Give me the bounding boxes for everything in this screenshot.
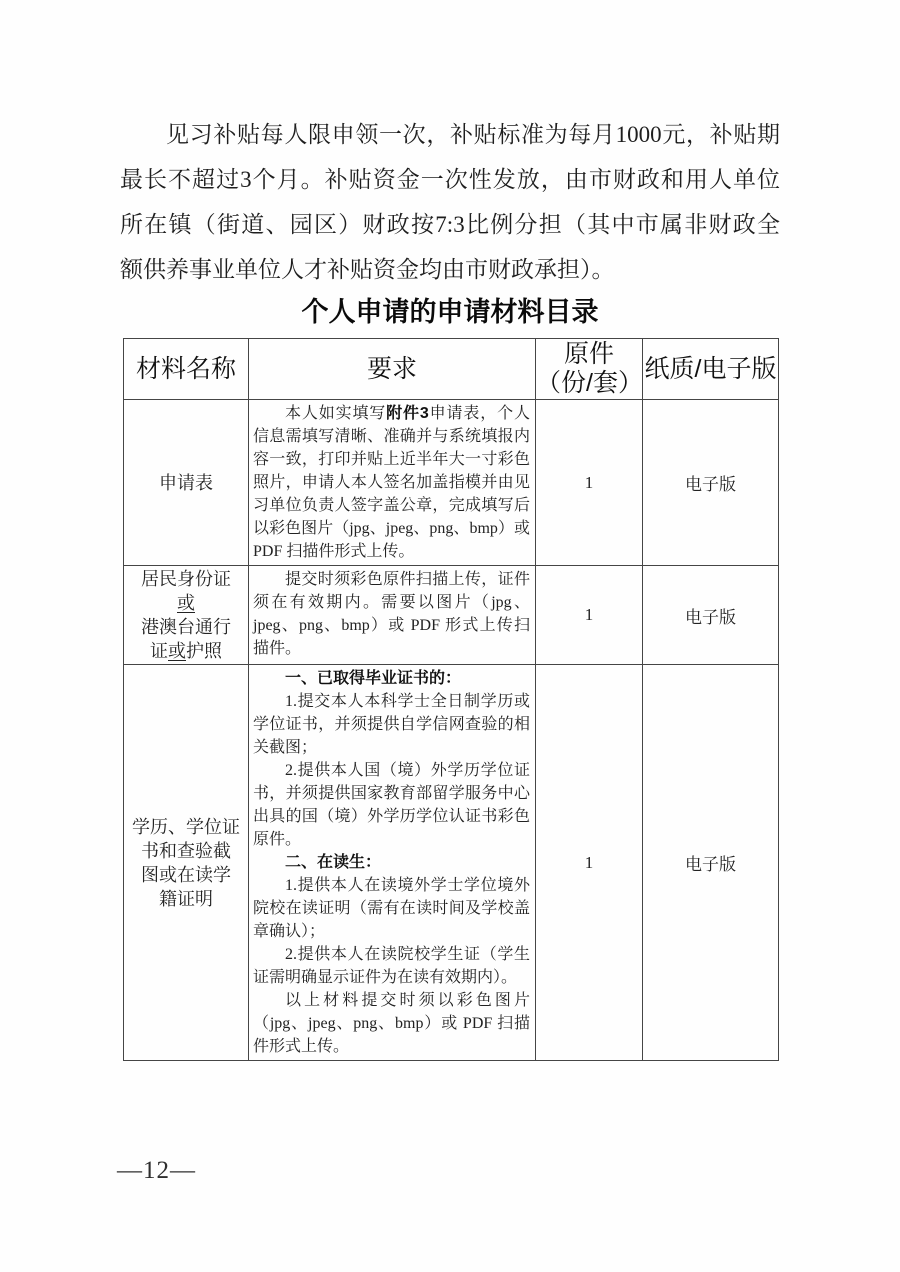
paragraph-line: 所在镇（街道、园区）财政按7:3比例分担（其中市属非财政全 [120,212,780,237]
format-cell: 电子版 [643,566,779,665]
paragraph-line: 见习补贴每人限申领一次，补贴标准为每月1000元，补贴期 [166,122,780,147]
requirement-text: 本人如实填写 [285,405,387,422]
material-name-text: 或 [168,641,186,661]
requirement-text: 申请表，个人信息需填写清晰、准确并与系统填报内容一致，打印并贴上近半年大一寸彩色照片，申请人本人签名加盖指模并由见习单位负责人签字盖公章，完成填写后以彩色图片（jpg、jpeg、png、bmp）或 PDF 扫描件形式上传。 [253,405,530,560]
material-name-text: 学历、学位证 [132,816,240,837]
format-cell: 电子版 [643,665,779,1061]
materials-table [123,338,779,1061]
material-name-text: 港澳台通行 [141,617,231,637]
table-row [124,665,779,1061]
material-name-text: 籍证明 [159,888,213,909]
section-heading: 二、在读生： [285,854,382,871]
material-name-cell [124,566,249,665]
material-name-cell: 申请表 [124,400,249,566]
original-count-cell: 1 [536,665,643,1061]
table-header-row [124,339,779,400]
requirement-paragraph: 提交时须彩色原件扫描上传，证件须在有效期内。需要以图片（jpg、jpeg、png、bmp）或 PDF 形式上传扫描件。 [253,571,530,657]
requirement-paragraph: 1.提交本人本科学士全日制学历或学位证书，并须提供自学信网查验的相关截图； [253,693,530,756]
paragraph-line: 额供养事业单位人才补贴资金均由市财政承担）。 [120,257,615,282]
material-name-text: 图或在读学 [141,864,231,885]
requirement-cell [249,665,536,1061]
header-requirement: 要求 [249,339,536,400]
material-name-text: 证 [150,641,168,661]
material-name-text: 或 [177,593,195,613]
requirement-cell [249,400,536,566]
original-count-cell: 1 [536,400,643,566]
header-material-name: 材料名称 [124,339,249,400]
paragraph-line: 最长不超过3个月。补贴资金一次性发放，由市财政和用人单位 [120,167,780,192]
attachment-reference: 附件3 [386,405,429,422]
requirement-paragraph: 1.提供本人在读境外学士学位境外院校在读证明（需有在读时间及学校盖章确认）； [253,877,530,940]
table-title: 个人申请的申请材料目录 [301,297,599,327]
material-name-cell [124,665,249,1061]
table-row [124,400,779,566]
intro-paragraph [120,112,780,292]
material-name-text: 护照 [186,641,222,661]
requirement-paragraph [253,402,530,563]
section-heading: 一、已取得毕业证书的： [285,670,462,687]
requirement-paragraph: 2.提供本人国（境）外学历学位证书，并须提供国家教育部留学服务中心出具的国（境）外学历学位认证书彩色原件。 [253,762,530,848]
table-row [124,566,779,665]
format-cell: 电子版 [643,400,779,566]
header-original-line1: 原件 [563,340,614,368]
material-name-text: 书和查验截 [141,840,231,861]
requirement-paragraph: 以上材料提交时须以彩色图片（jpg、jpeg、png、bmp）或 PDF 扫描件形式上传。 [253,992,530,1055]
requirement-paragraph: 2.提供本人在读院校学生证（学生证需明确显示证件为在读有效期内）。 [253,946,530,986]
header-original-count [536,339,643,400]
header-original-line2: （份/套） [536,369,643,397]
page-number: —12— [117,1157,196,1184]
material-name-text: 居民身份证 [141,569,231,589]
header-format: 纸质/电子版 [643,339,779,400]
requirement-cell [249,566,536,665]
original-count-cell: 1 [536,566,643,665]
